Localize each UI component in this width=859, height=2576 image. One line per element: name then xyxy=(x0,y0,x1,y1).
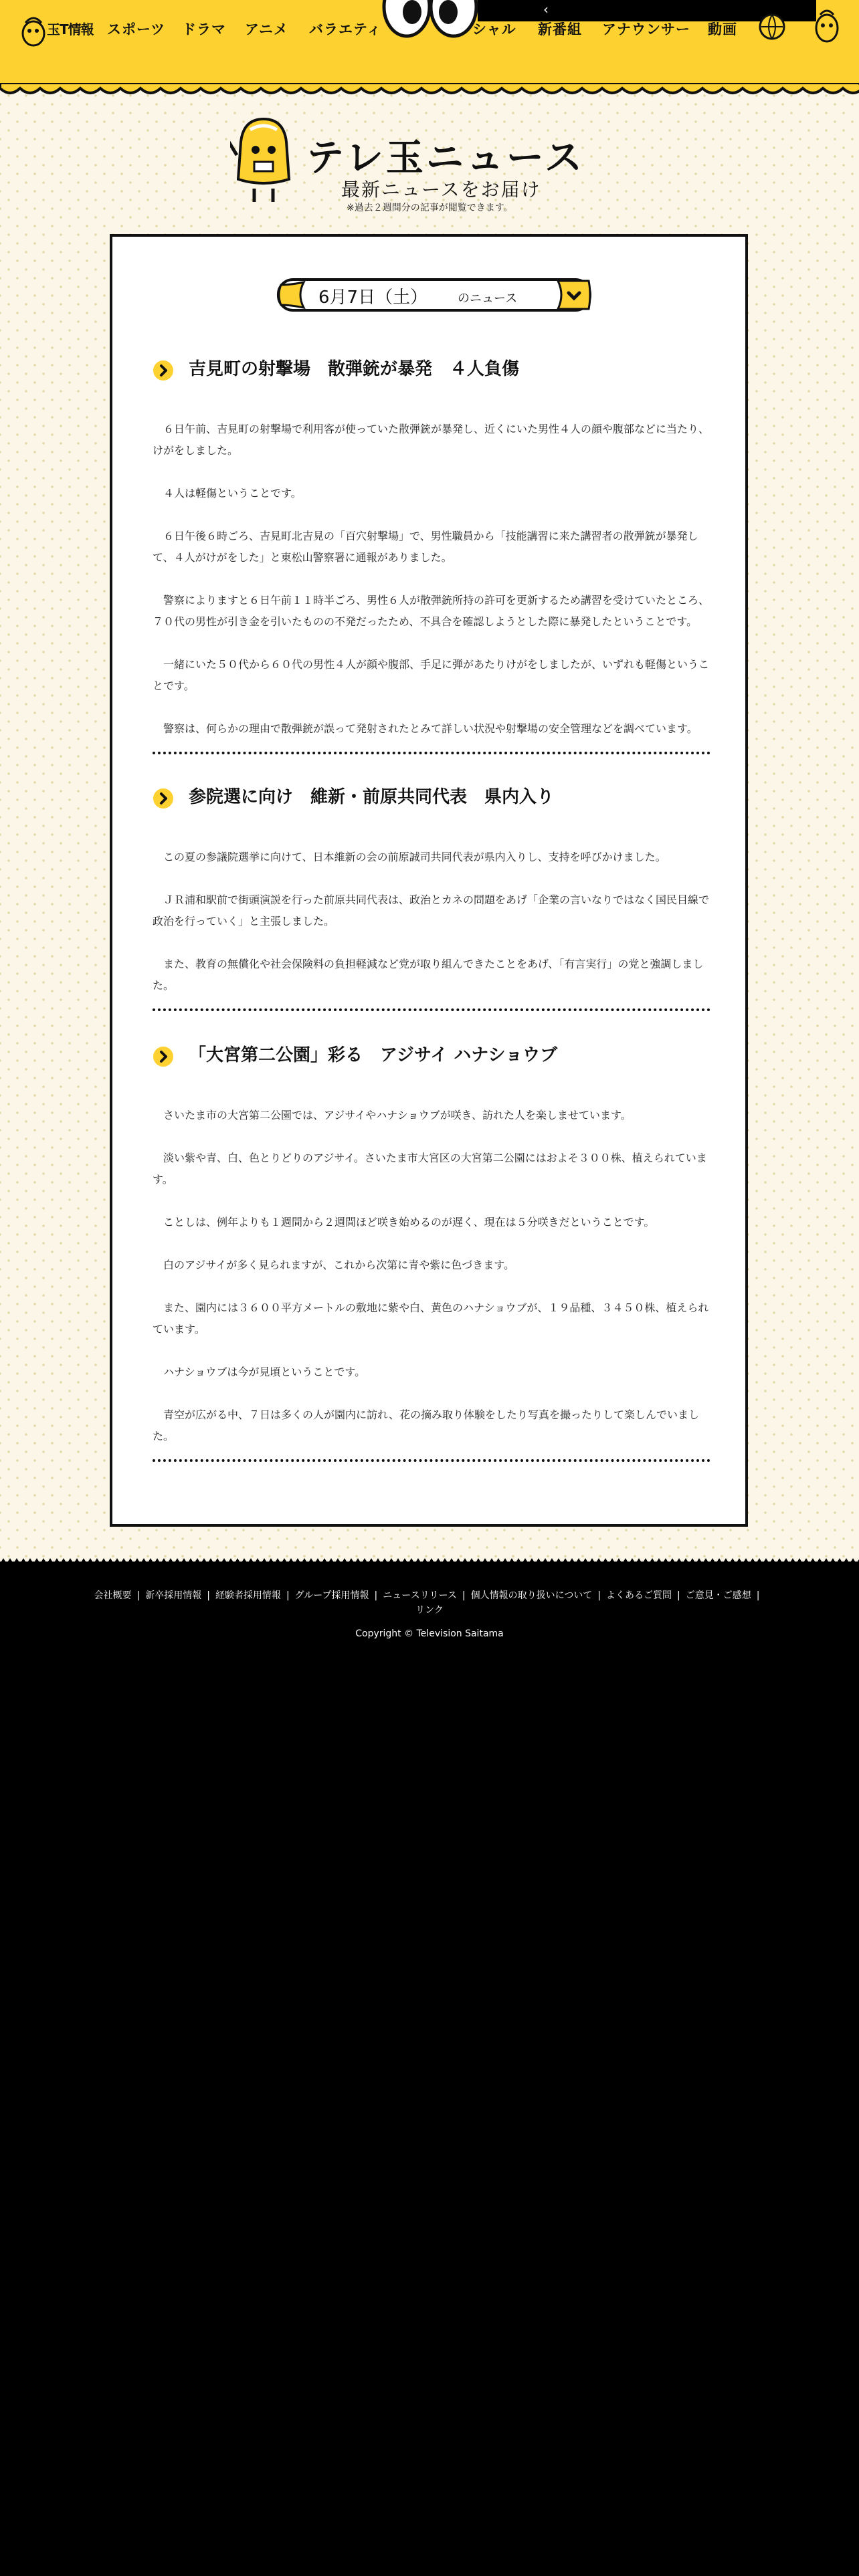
article-paragraph: ＪＲ浦和駅前で街頭演説を行った前原共同代表は、政治とカネの問題をあげ「企業の言いなりではなく国民目線で政治を行っていく」と主張しました。 xyxy=(153,893,710,928)
news-card xyxy=(110,234,748,1527)
footer-link[interactable]: 経験者採用情報 xyxy=(215,1590,281,1601)
footer-separator: | xyxy=(207,1590,210,1601)
chevron-right-icon[interactable] xyxy=(153,360,174,381)
article-paragraph: また、園内には３６００平方メートルの敷地に紫や白、黄色のハナショウブが、１９品種、３４５０株、植えられています。 xyxy=(153,1301,709,1335)
footer-link[interactable]: よくあるご質問 xyxy=(606,1590,672,1601)
footer-separator: | xyxy=(597,1590,601,1601)
footer-link[interactable]: ニュースリリース xyxy=(383,1590,457,1601)
selected-date[interactable]: 6月7日（土） xyxy=(318,288,428,308)
article-paragraph: ６日午前、吉見町の射撃場で利用客が使っていた散弾銃が暴発し、近くにいた男性４人の顔や腹部などに当たり、けがをしました。 xyxy=(153,423,710,457)
nav-video[interactable]: 動画 xyxy=(708,21,737,37)
footer-separator: | xyxy=(286,1590,290,1601)
footer-separator: | xyxy=(756,1590,760,1601)
nav-special[interactable]: シャル xyxy=(472,21,516,37)
page-subtitle: 最新ニュースをお届け xyxy=(341,179,541,201)
archive-note: ※過去２週間分の記事が閲覧できます。 xyxy=(347,203,513,213)
article-paragraph: ４人は軽傷ということです。 xyxy=(153,487,302,500)
copyright: Copyright © Television Saitama xyxy=(355,1628,504,1639)
article-paragraph: 警察によりますと６日午前１１時半ごろ、男性６人が散弾銃所持の許可を更新するため講習を受けていたところ、７０代の男性が引き金を引いたものの不発だったため、不具合を確認しようとした際に暴発したということです。 xyxy=(153,594,710,628)
article-title[interactable]: 「大宮第二公園」彩る アジサイ ハナショウブ xyxy=(189,1045,558,1065)
article-title[interactable]: 参院選に向け 維新・前原共同代表 県内入り xyxy=(189,787,555,807)
footer-separator: | xyxy=(374,1590,378,1601)
site-footer xyxy=(0,1562,859,2576)
news-article xyxy=(153,785,710,1011)
mascot-eyes-icon xyxy=(380,0,480,40)
chevron-left-icon[interactable]: ‹ xyxy=(543,1,549,17)
nav-drama[interactable]: ドラマ xyxy=(182,21,226,37)
chevron-right-icon[interactable] xyxy=(153,788,174,809)
article-header[interactable] xyxy=(153,357,710,384)
footer-link[interactable]: リンク xyxy=(415,1605,444,1616)
footer-link[interactable]: 個人情報の取り扱いについて xyxy=(470,1590,593,1601)
article-paragraph: この夏の参議院選挙に向けて、日本維新の会の前原誠司共同代表が県内入りし、支持を呼びかけました。 xyxy=(153,851,666,863)
nav-sports[interactable]: スポーツ xyxy=(107,21,166,37)
article-paragraph: 淡い紫や青、白、色とりどりのアジサイ。さいたま市大宮区の大宮第二公園にはおよそ３００株、植えられています。 xyxy=(153,1152,707,1186)
article-paragraph: ことしは、例年よりも１週間から２週間ほど咲き始めるのが遅く、現在は５分咲きだということです。 xyxy=(153,1216,655,1228)
article-divider xyxy=(153,1459,710,1462)
site-header xyxy=(0,0,859,88)
nav-variety[interactable]: バラエティ xyxy=(309,21,382,37)
article-divider xyxy=(153,752,710,754)
date-suffix: のニュース xyxy=(458,292,518,306)
article-divider xyxy=(153,1008,710,1011)
article-paragraph: ハナショウブは今が見頃ということです。 xyxy=(153,1366,366,1378)
article-paragraph: 警察は、何らかの理由で散弾銃が誤って発射されたとみて詳しい状況や射撃場の安全管理などを調べています。 xyxy=(153,722,698,735)
page-title: テレ玉ニュース xyxy=(306,136,585,180)
ball-icon[interactable] xyxy=(757,12,787,41)
footer-link[interactable]: グループ採用情報 xyxy=(294,1590,369,1601)
nav-anime[interactable]: アニメ xyxy=(245,21,288,37)
article-paragraph: 一緒にいた５０代から６０代の男性４人が顔や腹部、手足に弾があたりけがをしましたが、いずれも軽傷ということです。 xyxy=(153,658,710,692)
chevron-right-icon[interactable] xyxy=(153,1046,174,1067)
mascot-illustration xyxy=(230,115,297,206)
nav-new-programs[interactable]: 新番組 xyxy=(538,21,582,37)
footer-separator: | xyxy=(677,1590,680,1601)
news-article xyxy=(153,1043,710,1462)
article-header[interactable] xyxy=(153,1043,710,1070)
mascot-icon[interactable] xyxy=(812,7,842,44)
footer-links xyxy=(94,1588,765,1618)
article-title[interactable]: 吉見町の射撃場 散弾銃が暴発 ４人負傷 xyxy=(189,359,520,379)
news-article xyxy=(153,357,710,754)
footer-link[interactable]: ご意見・ご感想 xyxy=(685,1590,751,1601)
article-paragraph: 白のアジサイが多く見られますが、これから次第に青や紫に色づきます。 xyxy=(153,1259,514,1271)
article-paragraph: ６日午後６時ごろ、吉見町北吉見の「百穴射撃場」で、男性職員から「技能講習に来た講習者の散弾銃が暴発して、４人がけがをした」と東松山警察署に通報がありました。 xyxy=(153,530,698,564)
footer-link[interactable]: 新卒採用情報 xyxy=(145,1590,202,1601)
article-paragraph: 青空が広がる中、７日は多くの人が園内に訪れ、花の摘み取り体験をしたり写真を撮ったりして楽しんでいました。 xyxy=(153,1408,699,1442)
header-wave-edge xyxy=(0,83,859,99)
article-paragraph: さいたま市の大宮第二公園では、アジサイやハナショウブが咲き、訪れた人を楽しませています。 xyxy=(153,1109,632,1121)
footer-link[interactable]: 会社概要 xyxy=(94,1590,132,1601)
footer-separator: | xyxy=(136,1590,140,1601)
nav-announcer[interactable]: アナウンサー xyxy=(602,21,690,37)
article-paragraph: また、教育の無償化や社会保険料の負担軽減など党が取り組んできたことをあげ、「有言実行」の党と強調しました。 xyxy=(153,958,704,992)
footer-separator: | xyxy=(462,1590,466,1601)
logo-text[interactable]: 玉T情報 xyxy=(47,21,94,37)
article-header[interactable] xyxy=(153,785,710,812)
